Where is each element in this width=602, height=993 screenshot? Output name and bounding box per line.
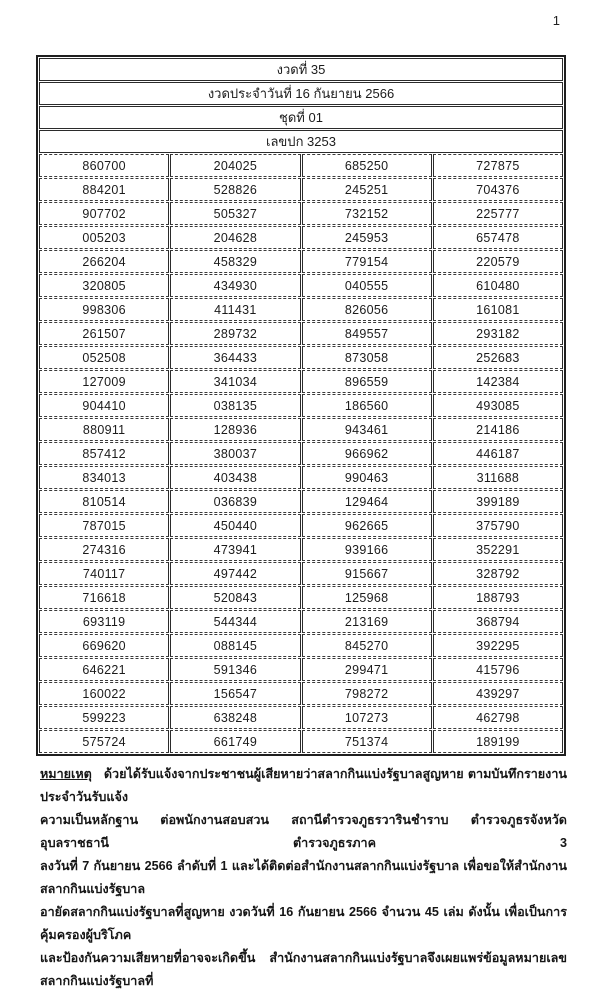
- footer-line: หมายเหตุ ด้วยได้รับแจ้งจากประชาชนผู้เสียหายว่าสลากกินแบ่งรัฐบาลสูญหาย ตามบันทึกรายงานประจำวันรับแจ้ง: [40, 767, 567, 804]
- table-row: [39, 514, 563, 537]
- lottery-number-cell: 220579: [433, 250, 563, 273]
- table-row: [39, 538, 563, 561]
- lottery-number-cell: 669620: [39, 634, 169, 657]
- lottery-number-cell: 473941: [170, 538, 300, 561]
- lottery-number-cell: 245251: [302, 178, 432, 201]
- lottery-number-cell: 751374: [302, 730, 432, 753]
- lottery-number-cell: 364433: [170, 346, 300, 369]
- lottery-number-cell: 299471: [302, 658, 432, 681]
- lottery-number-cell: 142384: [433, 370, 563, 393]
- lottery-number-cell: 320805: [39, 274, 169, 297]
- table-row: [39, 490, 563, 513]
- lottery-number-cell: 005203: [39, 226, 169, 249]
- lottery-number-cell: 740117: [39, 562, 169, 585]
- table-row: [39, 418, 563, 441]
- lottery-table: [36, 55, 566, 756]
- lottery-number-cell: 038135: [170, 394, 300, 417]
- lottery-number-cell: 939166: [302, 538, 432, 561]
- lottery-number-cell: 458329: [170, 250, 300, 273]
- table-row: [39, 154, 563, 177]
- lottery-number-cell: 328792: [433, 562, 563, 585]
- lottery-number-cell: 127009: [39, 370, 169, 393]
- lottery-number-cell: 834013: [39, 466, 169, 489]
- lottery-number-cell: 439297: [433, 682, 563, 705]
- lottery-number-cell: 998306: [39, 298, 169, 321]
- lottery-number-cell: 685250: [302, 154, 432, 177]
- table-row: [39, 370, 563, 393]
- lottery-number-cell: 341034: [170, 370, 300, 393]
- table-row: [39, 730, 563, 753]
- lottery-number-cell: 599223: [39, 706, 169, 729]
- footer-note: [40, 763, 567, 993]
- lottery-number-cell: 415796: [433, 658, 563, 681]
- lottery-number-cell: 896559: [302, 370, 432, 393]
- lottery-number-cell: 411431: [170, 298, 300, 321]
- lottery-number-cell: 779154: [302, 250, 432, 273]
- lottery-number-cell: 125968: [302, 586, 432, 609]
- table-row: [39, 250, 563, 273]
- table-header-cell: ชุดที่ 01: [39, 106, 563, 129]
- lottery-number-cell: 493085: [433, 394, 563, 417]
- lottery-number-cell: 915667: [302, 562, 432, 585]
- lottery-number-cell: 225777: [433, 202, 563, 225]
- lottery-number-cell: 497442: [170, 562, 300, 585]
- lottery-number-cell: 266204: [39, 250, 169, 273]
- lottery-number-cell: 528826: [170, 178, 300, 201]
- lottery-number-cell: 403438: [170, 466, 300, 489]
- lottery-number-cell: 860700: [39, 154, 169, 177]
- lottery-number-cell: 575724: [39, 730, 169, 753]
- lottery-number-cell: 657478: [433, 226, 563, 249]
- table-row: [39, 562, 563, 585]
- table-row: [39, 442, 563, 465]
- lottery-number-cell: 380037: [170, 442, 300, 465]
- lottery-number-cell: 732152: [302, 202, 432, 225]
- lottery-number-cell: 213169: [302, 610, 432, 633]
- table-row: [39, 706, 563, 729]
- table-header-cell: เลขปก 3253: [39, 130, 563, 153]
- lottery-number-cell: 128936: [170, 418, 300, 441]
- lottery-number-cell: 040555: [302, 274, 432, 297]
- footer-line: และป้องกันความเสียหายที่อาจจะเกิดขึ้น สำนักงานสลากกินแบ่งรัฐบาลจึงเผยแพร่ข้อมูลหมายเลขสลากกินแบ่งรัฐบาลที่: [40, 951, 567, 988]
- lottery-number-cell: 156547: [170, 682, 300, 705]
- lottery-number-cell: 727875: [433, 154, 563, 177]
- table-row: [39, 298, 563, 321]
- lottery-number-cell: 505327: [170, 202, 300, 225]
- lottery-number-cell: 214186: [433, 418, 563, 441]
- lottery-number-cell: 352291: [433, 538, 563, 561]
- footer-line: อายัดสลากกินแบ่งรัฐบาลที่สูญหาย งวดวันที่ 16 กันยายน 2566 จำนวน 45 เล่ม ดังนั้น เพื่อเป็นการคุ้มครองผู้บริโภค: [40, 905, 567, 942]
- table-row: [39, 658, 563, 681]
- footer-note-label: หมายเหตุ: [40, 767, 92, 781]
- lottery-number-cell: 289732: [170, 322, 300, 345]
- lottery-number-cell: 204628: [170, 226, 300, 249]
- lottery-number-cell: 716618: [39, 586, 169, 609]
- lottery-number-cell: 392295: [433, 634, 563, 657]
- lottery-number-cell: 311688: [433, 466, 563, 489]
- lottery-number-cell: 857412: [39, 442, 169, 465]
- lottery-number-cell: 129464: [302, 490, 432, 513]
- table-row: [39, 226, 563, 249]
- table-header-cell: งวดที่ 35: [39, 58, 563, 81]
- page-number: 1: [552, 13, 560, 28]
- lottery-number-cell: 880911: [39, 418, 169, 441]
- lottery-number-cell: 293182: [433, 322, 563, 345]
- lottery-number-cell: 446187: [433, 442, 563, 465]
- lottery-number-cell: 544344: [170, 610, 300, 633]
- table-row: [39, 178, 563, 201]
- lottery-number-cell: 943461: [302, 418, 432, 441]
- table-header-cell: งวดประจำวันที่ 16 กันยายน 2566: [39, 82, 563, 105]
- table-header-row: [39, 58, 563, 81]
- lottery-number-cell: 434930: [170, 274, 300, 297]
- table-row: [39, 394, 563, 417]
- lottery-number-cell: 661749: [170, 730, 300, 753]
- lottery-table-body: [39, 58, 563, 753]
- lottery-number-cell: 245953: [302, 226, 432, 249]
- table-row: [39, 274, 563, 297]
- lottery-number-cell: 161081: [433, 298, 563, 321]
- lottery-number-cell: 399189: [433, 490, 563, 513]
- table-row: [39, 682, 563, 705]
- lottery-number-cell: 990463: [302, 466, 432, 489]
- table-row: [39, 466, 563, 489]
- lottery-number-cell: 520843: [170, 586, 300, 609]
- table-row: [39, 202, 563, 225]
- table-row: [39, 346, 563, 369]
- lottery-number-cell: 704376: [433, 178, 563, 201]
- table-header-row: [39, 106, 563, 129]
- table-header-row: [39, 82, 563, 105]
- lottery-number-cell: 036839: [170, 490, 300, 513]
- lottery-number-cell: 787015: [39, 514, 169, 537]
- lottery-number-cell: 375790: [433, 514, 563, 537]
- lottery-number-cell: 450440: [170, 514, 300, 537]
- footer-line: ความเป็นหลักฐาน ต่อพนักงานสอบสวน สถานีตำรวจภูธรวารินชำราบ ตำรวจภูธรจังหวัดอุบลราชธานี ตำรวจภูธรภาค 3: [40, 813, 567, 850]
- lottery-number-cell: 052508: [39, 346, 169, 369]
- lottery-number-cell: 849557: [302, 322, 432, 345]
- lottery-number-cell: 962665: [302, 514, 432, 537]
- lottery-number-cell: 186560: [302, 394, 432, 417]
- lottery-number-cell: 368794: [433, 610, 563, 633]
- lottery-number-cell: 845270: [302, 634, 432, 657]
- table-row: [39, 610, 563, 633]
- lottery-number-cell: 873058: [302, 346, 432, 369]
- table-header-row: [39, 130, 563, 153]
- lottery-number-cell: 189199: [433, 730, 563, 753]
- lottery-number-cell: 252683: [433, 346, 563, 369]
- lottery-number-cell: 638248: [170, 706, 300, 729]
- lottery-number-cell: 462798: [433, 706, 563, 729]
- lottery-number-cell: 904410: [39, 394, 169, 417]
- lottery-number-cell: 204025: [170, 154, 300, 177]
- lottery-number-cell: 966962: [302, 442, 432, 465]
- table-row: [39, 322, 563, 345]
- lottery-number-cell: 107273: [302, 706, 432, 729]
- lottery-number-cell: 646221: [39, 658, 169, 681]
- lottery-number-cell: 907702: [39, 202, 169, 225]
- lottery-number-cell: 261507: [39, 322, 169, 345]
- lottery-number-cell: 088145: [170, 634, 300, 657]
- lottery-number-cell: 591346: [170, 658, 300, 681]
- lottery-number-cell: 160022: [39, 682, 169, 705]
- lottery-number-cell: 884201: [39, 178, 169, 201]
- lottery-number-cell: 610480: [433, 274, 563, 297]
- lottery-number-cell: 826056: [302, 298, 432, 321]
- lottery-number-cell: 188793: [433, 586, 563, 609]
- lottery-number-cell: 693119: [39, 610, 169, 633]
- lottery-number-cell: 274316: [39, 538, 169, 561]
- table-row: [39, 586, 563, 609]
- lottery-number-cell: 810514: [39, 490, 169, 513]
- lottery-number-cell: 798272: [302, 682, 432, 705]
- footer-line: ลงวันที่ 7 กันยายน 2566 ลำดับที่ 1 และได้ติดต่อสำนักงานสลากกินแบ่งรัฐบาล เพื่อขอให้สำนักงานสลากกินแบ่งรัฐบาล: [40, 859, 567, 896]
- table-row: [39, 634, 563, 657]
